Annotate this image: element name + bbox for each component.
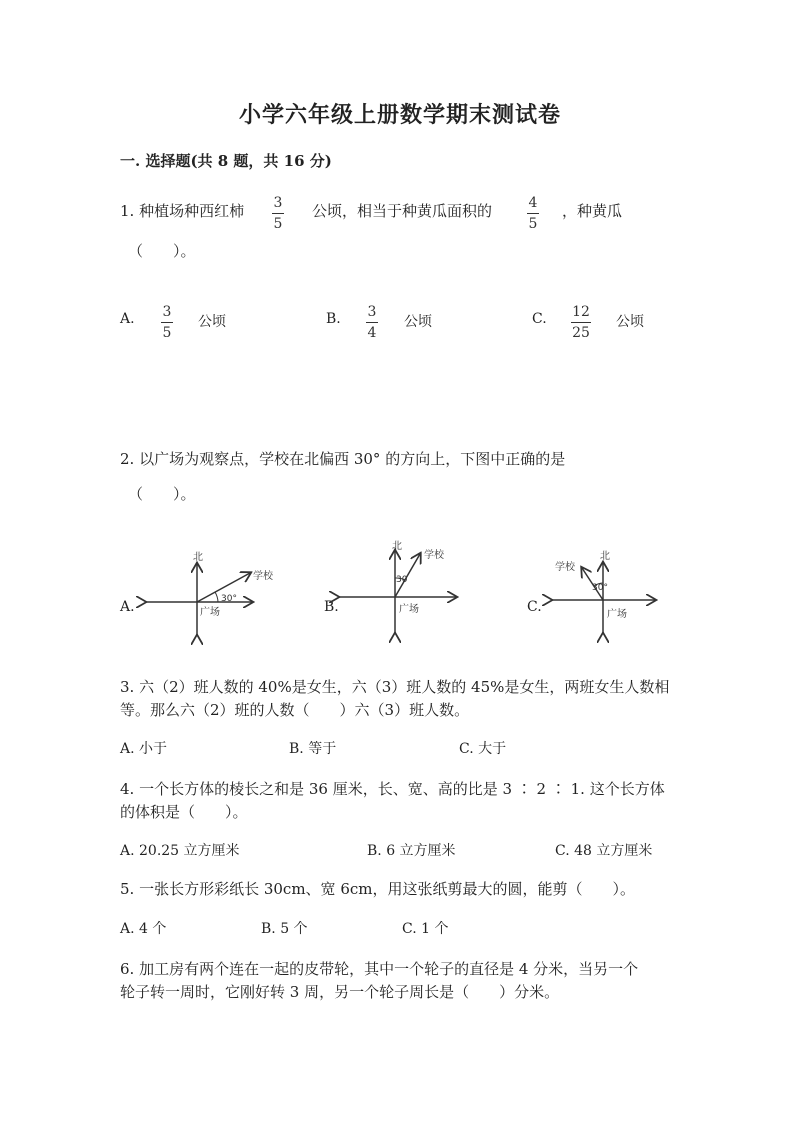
diagram-a-north: 北 (193, 552, 203, 563)
diagram-b-north: 北 (392, 541, 402, 552)
denominator: 5 (162, 325, 172, 341)
q1-option-c-unit: 公顷 (616, 314, 644, 330)
q6-line-2: 轮子转一周时，它刚好转 3 周，另一个轮子周长是（ ）分米。 (120, 983, 560, 1001)
q2-option-b-label[interactable]: B. (324, 599, 339, 615)
q1-text-c: ，种黄瓜 (562, 202, 623, 220)
q4-line-1: 4. 一个长方体的棱长之和是 36 厘米，长、宽、高的比是 3 ∶ 2 ∶ 1. 这个长方体 (120, 780, 665, 798)
q3-option-a[interactable]: A. 小于 (120, 741, 168, 757)
q2-option-c-label[interactable]: C. (527, 599, 542, 615)
q1-blank: （ ）。 (128, 242, 196, 260)
numerator: 12 (572, 304, 590, 320)
q1-text-a: 1. 种植场种西红柿 (120, 202, 245, 220)
diagram-c-square: 广场 (607, 609, 627, 620)
diagram-b-school: 学校 (424, 550, 444, 561)
denominator: 25 (572, 325, 590, 341)
q5-option-b[interactable]: B. 5 个 (261, 921, 308, 937)
q3-line-2: 等。那么六（2）班的人数（ ）六（3）班人数。 (120, 701, 470, 719)
diagram-c-north: 北 (600, 551, 610, 562)
q2-text: 2. 以广场为观察点，学校在北偏西 30° 的方向上，下图中正确的是 (120, 450, 566, 468)
q5-option-c[interactable]: C. 1 个 (402, 921, 449, 937)
q5-option-a[interactable]: A. 4 个 (120, 921, 167, 937)
diagram-a-square: 广场 (200, 607, 220, 618)
q1-option-a-label[interactable]: A. (120, 311, 135, 327)
page-title: 小学六年级上册数学期末测试卷 (238, 102, 561, 128)
numerator: 3 (162, 304, 172, 320)
q1-frac1-denominator: 5 (273, 216, 283, 232)
q1-frac2-denominator: 5 (528, 216, 538, 232)
q6-line-1: 6. 加工房有两个连在一起的皮带轮，其中一个轮子的直径是 4 分米，当另一个 (120, 960, 639, 978)
q3-option-c[interactable]: C. 大于 (459, 741, 507, 757)
q3-line-1: 3. 六（2）班人数的 40%是女生，六（3）班人数的 45%是女生，两班女生人数相 (120, 678, 670, 696)
diagram-b-square: 广场 (399, 604, 419, 615)
diagram-c-angle: 30° (592, 583, 608, 593)
q4-option-b[interactable]: B. 6 立方厘米 (367, 843, 456, 859)
diagram-c[interactable] (551, 563, 655, 634)
q1-option-b-label[interactable]: B. (326, 311, 341, 327)
q2-blank: （ ）。 (128, 485, 196, 503)
q4-option-a[interactable]: A. 20.25 立方厘米 (120, 843, 240, 859)
q4-line-2: 的体积是（ ）。 (120, 803, 248, 821)
diagram-c-school: 学校 (555, 562, 575, 573)
diagram-b-angle: 30 (396, 575, 408, 585)
q4-option-c[interactable]: C. 48 立方厘米 (555, 843, 653, 859)
q5-line-1: 5. 一张长方形彩纸长 30cm、宽 6cm，用这张纸剪最大的圆，能剪（ ）。 (120, 880, 635, 898)
denominator: 4 (367, 325, 377, 341)
diagram-a-angle: 30° (221, 594, 237, 604)
diagram-b[interactable] (338, 551, 456, 634)
diagram-a-school: 学校 (253, 571, 273, 582)
q1-option-a-unit: 公顷 (198, 314, 226, 330)
q2-option-a-label[interactable]: A. (120, 599, 135, 615)
q3-option-b[interactable]: B. 等于 (289, 741, 337, 757)
q1-option-b-unit: 公顷 (404, 314, 432, 330)
q1-frac2-numerator: 4 (528, 195, 538, 211)
numerator: 3 (367, 304, 377, 320)
section-heading: 一. 选择题(共 8 题，共 16 分) (120, 152, 332, 170)
q1-frac1-numerator: 3 (273, 195, 283, 211)
q1-option-c-label[interactable]: C. (532, 311, 547, 327)
q1-text-b: 公顷，相当于种黄瓜面积的 (312, 202, 493, 220)
